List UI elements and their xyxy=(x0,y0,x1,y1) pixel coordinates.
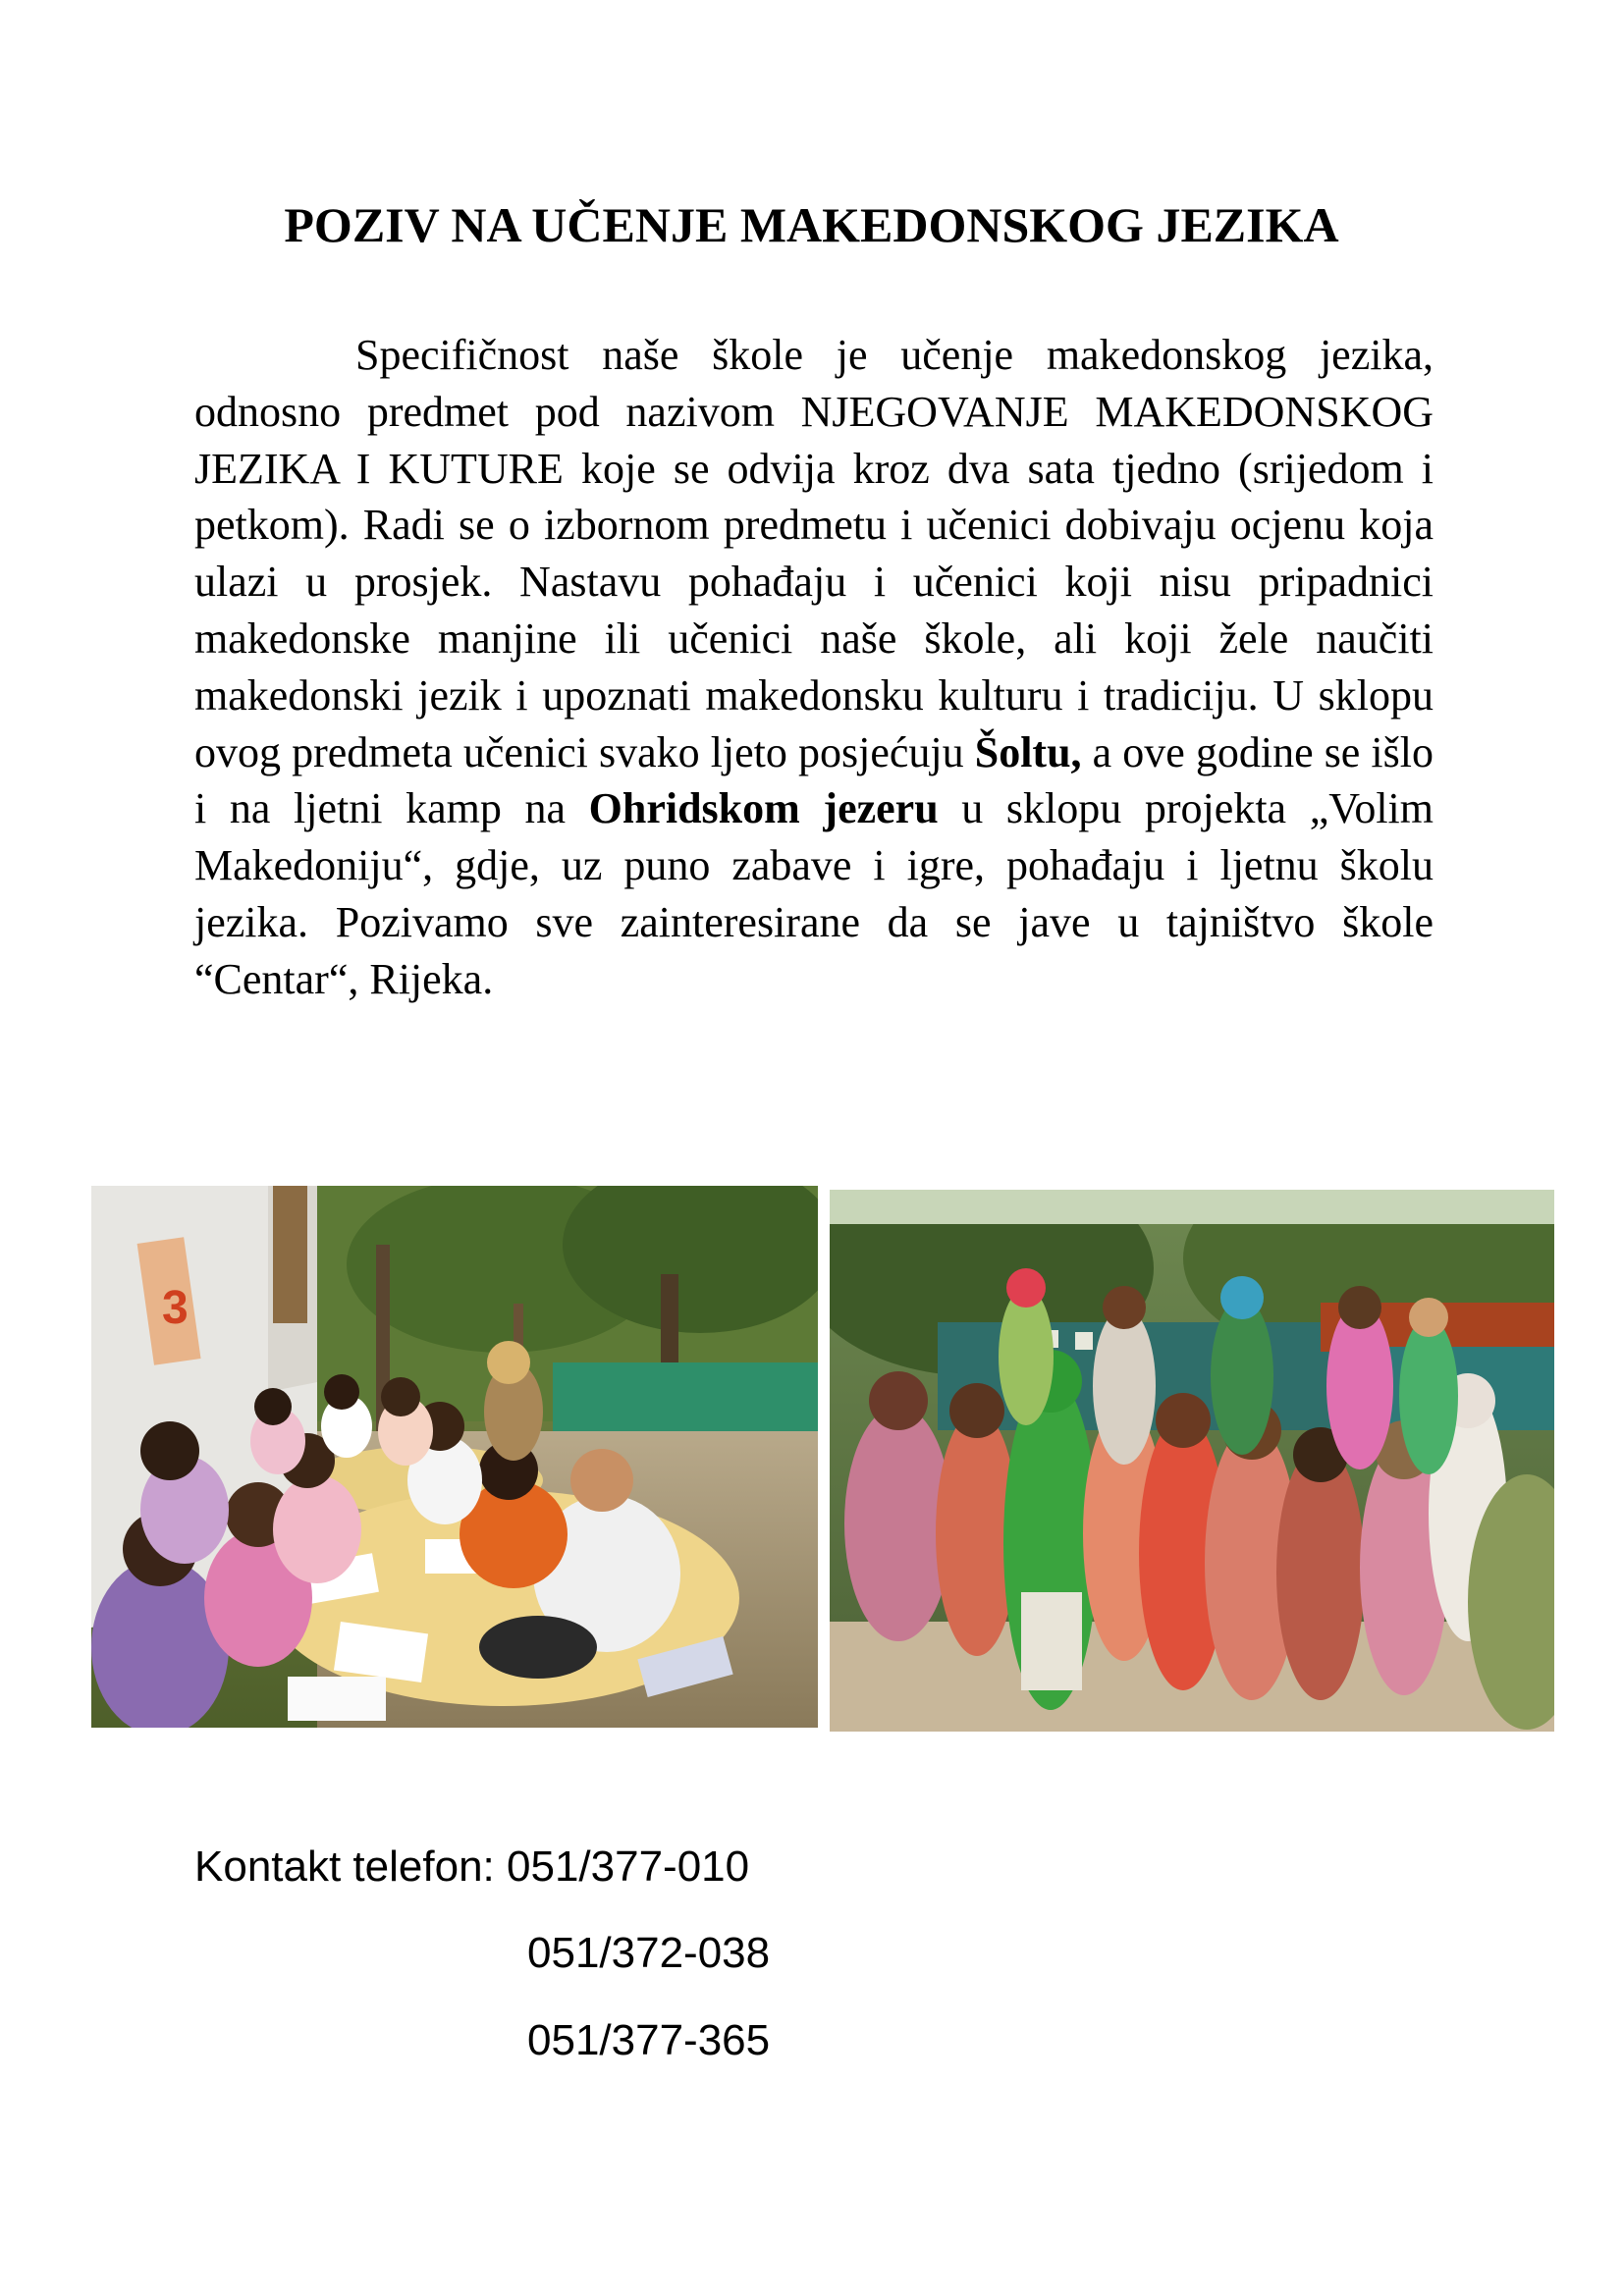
sign-number: 3 xyxy=(162,1282,189,1334)
contact-line-secondary xyxy=(527,1929,771,1977)
body-text-part-3: u sklopu projekta „Volim Makedoniju“, gdje, uz puno zabave i igre, pohađaju i ljetnu školu jezika. Pozivamo sve zainteresirane da se jave u tajništvo škole “Centar“, Rijeka. xyxy=(194,784,1434,1003)
contact-line-tertiary xyxy=(527,2016,771,2064)
photo-students-writing xyxy=(91,1186,818,1728)
body-paragraph xyxy=(194,327,1434,1008)
page-title: POZIV NA UČENJE MAKEDONSKOG JEZIKA xyxy=(284,197,1339,252)
contact-phone-3: 051/377-365 xyxy=(527,2016,771,2064)
contact-phone-1: 051/377-010 xyxy=(507,1842,750,1891)
contact-label: Kontakt telefon: xyxy=(194,1842,495,1891)
contact-phone-2: 051/372-038 xyxy=(527,1929,771,1977)
photo-painted-campers xyxy=(830,1190,1554,1732)
body-text-part-1: Specifičnost naše škole je učenje makedonskog jezika, odnosno predmet pod nazivom NJEGOVANJE MAKEDONSKOG JEZIKA I KUTURE koje se odvija kroz dva sata tjedno (srijedom i petkom). Radi se o izbornom predmetu i učenici dobivaju ocjenu koja ulazi u prosjek. Nastavu pohađaju i učenici koji nisu pripadnici makedonske manjine ili učenici naše škole, ali koji žele naučiti makedonski jezik i upoznati makedonsku kulturu i tradiciju. U sklopu ovog predmeta učenici svako ljeto posjećuju xyxy=(194,331,1434,776)
body-bold-ohrid: Ohridskom jezeru xyxy=(588,784,939,833)
body-bold-soltu: Šoltu, xyxy=(974,727,1082,776)
contact-line-primary xyxy=(194,1842,750,1891)
body-text-part-2: a ove godine se išlo i na ljetni kamp na xyxy=(194,727,1434,833)
